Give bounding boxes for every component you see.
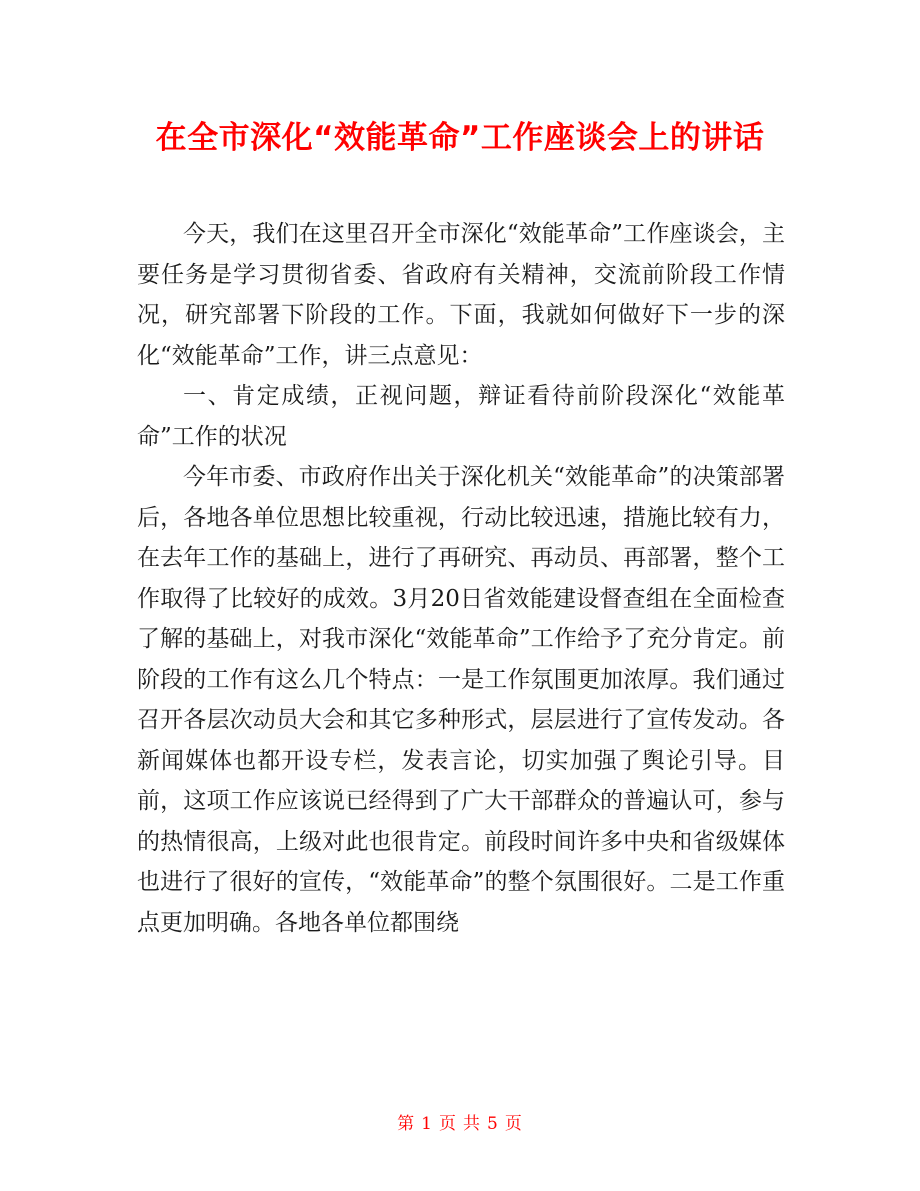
page-unit: 页 — [439, 1114, 457, 1134]
page-current: 1 — [421, 1114, 433, 1134]
document-body — [137, 214, 785, 943]
page-number-footer — [0, 1112, 920, 1136]
total-prefix: 共 — [463, 1114, 481, 1134]
document-title: 在全市深化“效能革命”工作座谈会上的讲话 — [155, 120, 765, 156]
paragraph-achievements: 今年市委、市政府作出关于深化机关“效能革命”的决策部署后，各地各单位思想比较重视，行动比较迅速，措施比较有力，在去年工作的基础上，进行了再研究、再动员、再部署，整个工作取得了比较好的成效。3月20日省效能建设督查组在全面检查了解的基础上，对我市深化“效能革命”工作给予了充分肯定。前阶段的工作有这么几个特点：一是工作氛围更加浓厚。我们通过召开各层次动员大会和其它多种形式，层层进行了宣传发动。各新闻媒体也都开设专栏，发表言论，切实加强了舆论引导。目前，这项工作应该说已经得到了广大干部群众的普遍认可，参与的热情很高，上级对此也很肯定。前段时间许多中央和省级媒体也进行了很好的宣传，“效能革命”的整个氛围很好。二是工作重点更加明确。各地各单位都围绕 — [137, 464, 785, 936]
page-prefix: 第 — [397, 1114, 416, 1134]
page-total: 5 — [487, 1114, 499, 1134]
total-unit: 页 — [504, 1114, 523, 1134]
paragraph-intro: 今天，我们在这里召开全市深化“效能革命”工作座谈会，主要任务是学习贯彻省委、省政府有关精神，交流前阶段工作情况，研究部署下阶段的工作。下面，我就如何做好下一步的深化“效能革命”工作，讲三点意见： — [137, 221, 785, 369]
paragraph-section-heading: 一、肯定成绩，正视问题，辩证看待前阶段深化“效能革命”工作的状况 — [137, 383, 785, 450]
